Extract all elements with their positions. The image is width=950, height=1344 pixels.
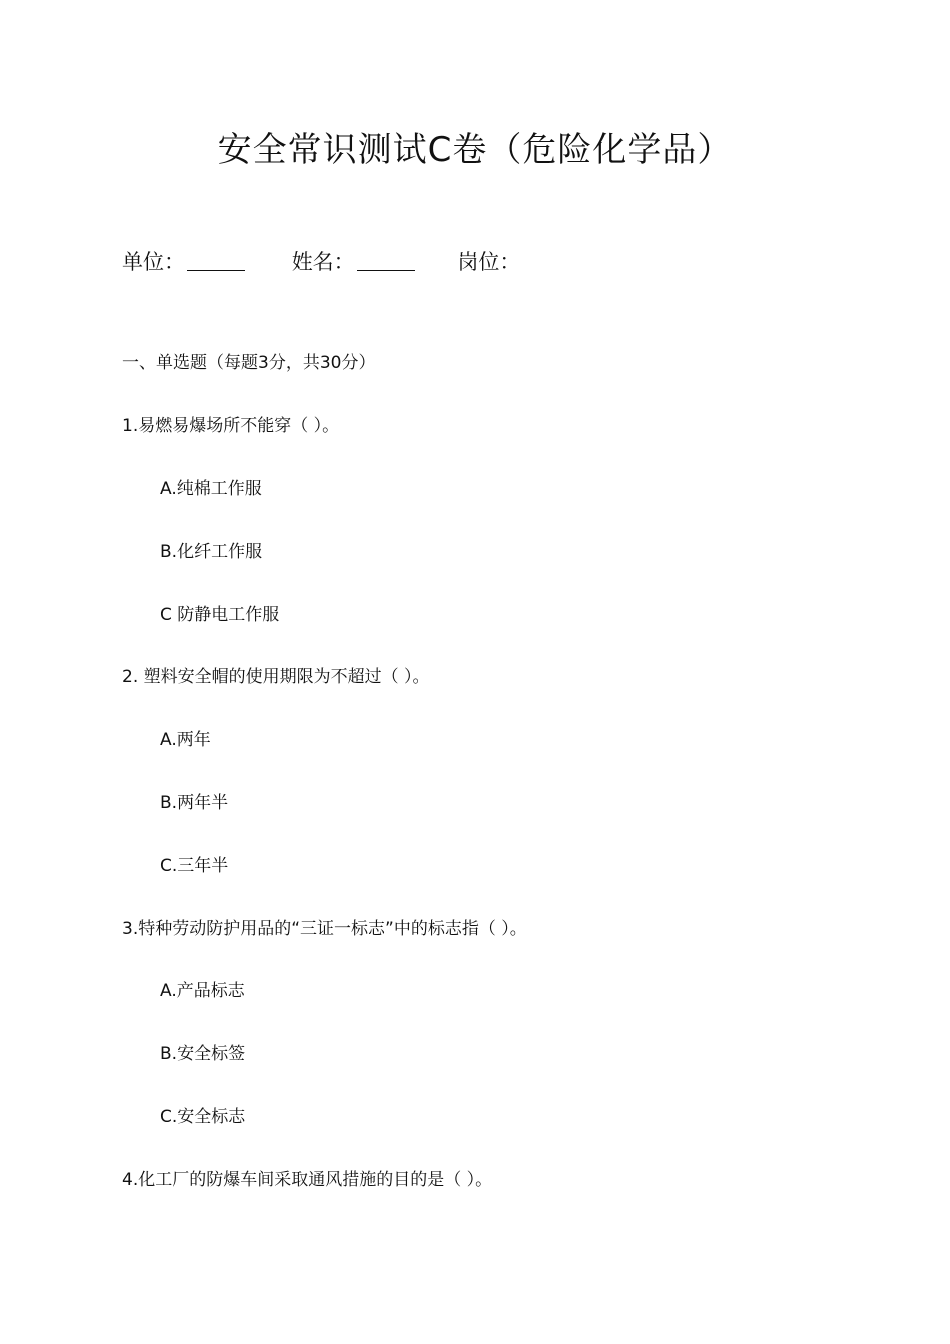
name-label: 姓名： <box>291 250 355 274</box>
section-heading: 一、单选题（每题3分，共30分） <box>122 353 376 373</box>
question-1-option-b: B.化纤工作服 <box>160 542 263 562</box>
question-3-option-a: A.产品标志 <box>160 981 245 1001</box>
question-3-option-b: B.安全标签 <box>160 1044 246 1064</box>
unit-blank <box>187 250 245 271</box>
page-title: 安全常识测试C卷（危险化学品） <box>217 130 733 170</box>
question-1-option-c: C 防静电工作服 <box>160 605 280 625</box>
question-2: 2. 塑料安全帽的使用期限为不超过（ ）。 <box>122 667 430 687</box>
unit-label: 单位： <box>122 250 185 274</box>
name-blank <box>357 250 415 271</box>
question-2-option-c: C.三年半 <box>160 856 229 876</box>
post-label: 岗位： <box>457 250 521 274</box>
question-4: 4.化工厂的防爆车间采取通风措施的目的是（ ）。 <box>122 1170 493 1190</box>
info-row <box>122 246 520 278</box>
question-3: 3.特种劳动防护用品的“三证一标志”中的标志指（ ）。 <box>122 919 527 939</box>
question-1-option-a: A.纯棉工作服 <box>160 479 262 499</box>
question-2-option-a: A.两年 <box>160 730 211 750</box>
question-3-option-c: C.安全标志 <box>160 1107 246 1127</box>
question-1: 1.易燃易爆场所不能穿（ ）。 <box>122 416 340 436</box>
question-2-option-b: B.两年半 <box>160 793 229 813</box>
